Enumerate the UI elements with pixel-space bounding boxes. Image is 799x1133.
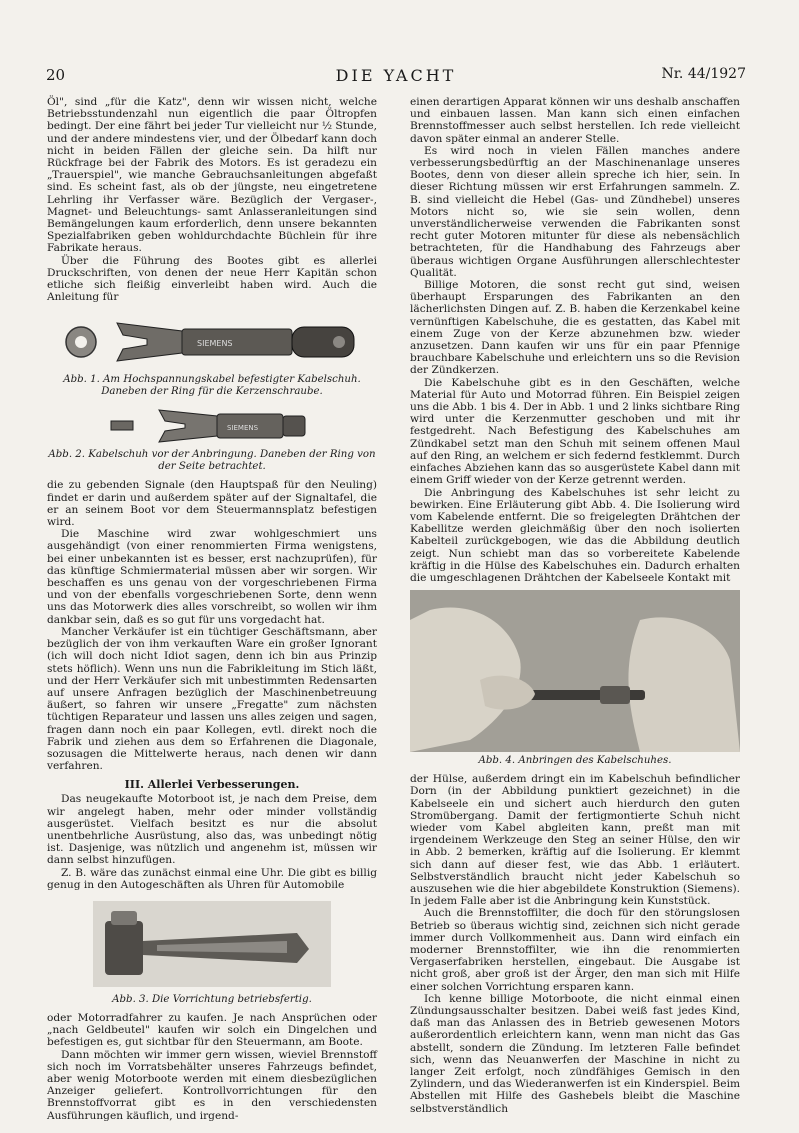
figure-1-caption: Abb. 1. Am Hochspannungskabel befestigter Kabelschuh. Daneben der Ring für die Kerzenschraube.	[63, 374, 361, 398]
paragraph: Dann möchten wir immer gern wissen, wieviel Brennstoff sich noch im Vorratsbehälter unseres Fahrzeugs befindet, aber wenig Motorboote werden mit einem diesbezüglichen Anzeiger geliefert. Kontrollvorrichtungen für den Brennstoffvorrat gibt es in den verschiedensten Ausführungen käuflich, und irgend-	[47, 1048, 377, 1122]
paragraph: Die Maschine wird zwar wohlgeschmiert uns ausgehändigt (von einer renommierten Firma wenigstens, bei einer unbekannten ist es besser, erst nachzuprüfen), für das künftige Schmiermaterial müssen aber wir sorgen. Wir beschaffen es uns genau von der vorgeschriebenen Firma und von der ebenfalls vorgeschriebenen Sorte, denn wenn uns das Motorwerk dies alles vorschreibt, so wollen wir ihm dankbar sein, daß es so gut für uns vorgedacht hat.	[47, 528, 377, 626]
paragraph: Die Kabelschuhe gibt es in den Geschäften, welche Material für Auto und Motorrad führen. Ein Beispiel zeigen uns die Abb. 1 bis 4. Der in Abb. 1 und 2 links sichtbare Ring wird unter die Kerzenmutter geschoben und mit ihr festgedreht. Nach Befestigung des Kabelschuhes am Zündkabel setzt man den Schuh mit seinem offenen Maul auf den Ring, an welchem er sich federnd festklemmt. Durch einfaches Abziehen kann das so ausgerüstete Kabel dann mit einem Griff wieder von der Kerze getrennt werden.	[410, 376, 740, 487]
paragraph: oder Motorradfahrer zu kaufen. Je nach Ansprüchen oder „nach Geldbeutel" kaufen wir solch ein Dingelchen und befestigen es, gut sichtbar für den Steuermann, am Boote.	[47, 1011, 377, 1049]
paragraph: der Hülse, außerdem dringt ein im Kabelschuh befindlicher Dorn (in der Abbildung punktiert gezeichnet) in die Kabelseele ein und sichert auch hierdurch den guten Stromübergang. Damit der fertigmontierte Schuh nicht wieder vom Kabel abgleiten kann, preßt man mit irgendeinem Werkzeuge den Steg an seiner Hülse, den wir in Abb. 2 bemerken, kräftig auf die Isolierung. Er klemmt sich dann auf dieser fest, wie das Abb. 1 erläutert. Selbstverständlich braucht nicht jeder Kabelschuh so auszusehen wie die hier abgebildete Konstruktion (Siemens). In jedem Falle aber ist die Anbringung kein Kunststück.	[410, 773, 740, 908]
paragraph: Öl", sind „für die Katz", denn wir wissen nicht, welche Betriebsstundenzahl nun eigentlich die paar Öltropfen bedingt. Der eine fährt bei jeder Tur vielleicht nur ½ Stunde, und der andere mindestens vier, und der Ölbedarf kann doch nicht in beiden Fällen der gleiche sein. Da hilft nur Rückfrage bei der Fabrik des Motors. Es ist geradezu ein „Trauerspiel", wie manche Gebrauchsanleitungen abgefaßt sind. Es scheint fast, als ob der jüngste, neu eingetretene Lehrling ihr Verfasser wäre. Bezüglich der Vergaser-, Magnet- und Beleuchtungs- samt Anlasseranleitungen sind Bemängelungen kaum erforderlich, denn unsere bekannten Spezialfabriken geben wohldurchdachte Büchlein für ihre Fabrikate heraus.	[47, 96, 377, 255]
paragraph: Das neugekaufte Motorboot ist, je nach dem Preise, dem wir angelegt haben, mehr oder minder vollständig ausgerüstet. Vielfach besitzt es nur die absolut unentbehrliche Ausrüstung, also das, was unbedingt nötig ist. Dasjenige, was nützlich und angenehm ist, müssen wir dann selbst hinzufügen.	[47, 793, 377, 867]
figure-2	[47, 404, 377, 473]
crimp-tool-photo	[47, 897, 377, 991]
figure-1	[47, 309, 377, 398]
cable-shoe-before-photo	[47, 404, 377, 446]
running-title: DIE YACHT	[335, 66, 457, 85]
paragraph: einen derartigen Apparat können wir uns deshalb anschaffen und einbauen lassen. Man kann sich einen einfachen Brennstoffmesser auch selbst herstellen. Ich rede vielleicht davon später einmal an anderer Stelle.	[410, 96, 740, 145]
page-number: 20	[46, 66, 66, 84]
siemens-mark: SIEMENS	[227, 424, 259, 433]
paragraph: die zu gebenden Signale (den Hauptspaß für den Neuling) findet er darin und außerdem später auf der Signaltafel, die er an seinem Boot vor dem Steuermannsplatz befestigen wird.	[47, 479, 377, 529]
paragraph: Billige Motoren, die sonst recht gut sind, weisen überhaupt Ersparungen des Fabrikanten an den lächerlichsten Dingen auf. Z. B. haben die Kerzenkabel keine vernünftigen Kabelschuhe, die es gestatten, das Kabel mit einem Zuge von der Kerze abzunehmen bzw. wieder anzusetzen. Dann kaufen wir uns für ein paar Pfennige brauchbare Kabelschuhe und erleichtern uns so die Revision der Zündkerzen.	[410, 279, 740, 377]
paragraph: Über die Führung des Bootes gibt es allerlei Druckschriften, von denen der neue Herr Kapitän schon etliche sich fleißig einverleibt haben wird. Auch die Anleitung für	[47, 254, 377, 304]
paragraph: Z. B. wäre das zunächst einmal eine Uhr. Die gibt es billig genug in den Autogeschäften als Uhren für Automobile	[47, 866, 377, 891]
figure-4	[410, 590, 740, 767]
hands-attaching-cable-shoe-photo	[410, 590, 740, 752]
figure-2-caption: Abb. 2. Kabelschuh vor der Anbringung. Daneben der Ring von der Seite betrachtet.	[48, 449, 376, 473]
paragraph: Es wird noch in vielen Fällen manches andere verbesserungsbedürftig an der Maschinenanlage unseres Bootes, denn von dieser allein spreche ich hier, sein. In dieser Richtung müssen wir erst Erfahrungen sammeln. Z. B. sind vielleicht die Hebel (Gas- und Zündhebel) unseres Motors nicht so, wie sie sein wollen, denn unverständlicherweise verwenden die Fabrikanten sonst recht guter Motoren mitunter für diese als nebensächlich betrachteten, für die Handhabung des Fahrzeugs aber überaus wichtigen Organe Ausführungen allerschlechtester Qualität.	[410, 144, 740, 279]
left-column	[47, 96, 377, 1122]
cable-shoe-photo	[47, 309, 377, 371]
right-column	[410, 96, 740, 1115]
paragraph: Mancher Verkäufer ist ein tüchtiger Geschäftsmann, aber bezüglich der von ihm verkauften Ware ein großer Ignorant (ich will doch nicht Idiot sagen, denn ich bin aus Prinzip stets höflich). Wenn uns nun die Fabrikleitung im Stich läßt, und der Herr Verkäufer sich mit unbestimmten Redensarten auf unsere Anfragen bezüglich der Maschinenbetreuung äußert, so fahren wir unsere „Fregatte" zum nächsten tüchtigen Reparateur und lassen uns alles zeigen und sagen, fragen dann noch ein paar Kollegen, evtl. direkt noch die Fabrik und ziehen aus dem so Erfahrenen die Diagonale, sozusagen die Mittelwerte heraus, nach denen wir dann verfahren.	[47, 625, 377, 773]
paragraph: Die Anbringung des Kabelschuhes ist sehr leicht zu bewirken. Eine Erläuterung gibt Abb. 4. Die Isolierung wird vom Kabelende entfernt. Die so freigelegten Drähtchen der Kabellitze werden gleichmäßig über den noch isolierten Kabelteil zurückgebogen, wie das die Abbildung deutlich zeigt. Nun schiebt man das so vorbereitete Kabelende kräftig in die Hülse des Kabelschuhes ein. Dadurch erhalten die umgeschlagenen Drähtchen der Kabelseele Kontakt mit	[410, 486, 740, 584]
section-heading: III. Allerlei Verbesserungen.	[124, 778, 300, 792]
figure-3	[47, 897, 377, 1006]
figure-4-caption: Abb. 4. Anbringen des Kabelschuhes.	[478, 755, 672, 767]
paragraph: Auch die Brennstoffilter, die doch für den störungslosen Betrieb so überaus wichtig sind, zeichnen sich nicht gerade immer durch Vollkommenheit aus. Dann wird einfach ein moderner Brennstoffilter, wie ihn die renommierten Vergaserfabriken herstellen, eingebaut. Die Ausgabe ist nicht groß, aber groß ist der Ärger, den man sich mit Hilfe einer solchen Vorrichtung ersparen kann.	[410, 907, 740, 993]
issue-number: Nr. 44/1927	[661, 66, 746, 82]
paragraph: Ich kenne billige Motorboote, die nicht einmal einen Zündungsausschalter besitzen. Dabei weiß fast jedes Kind, daß man das Anlassen des in Betrieb gewesenen Motors außerordentlich erleichtern kann, wenn man nicht das Gas abstellt, sondern die Zündung. Im letzteren Falle befindet sich, wenn das Neuanwerfen der Maschine in nicht zu langer Zeit erfolgt, noch zündfähiges Gemisch in den Zylindern, und das Wiederanwerfen ist ein Kinderspiel. Beim Abstellen mit Hilfe des Gashebels bleibt die Maschine selbstverständlich	[410, 992, 740, 1115]
figure-3-caption: Abb. 3. Die Vorrichtung betriebsfertig.	[112, 993, 312, 1005]
siemens-mark: SIEMENS	[197, 339, 233, 349]
page-header	[46, 66, 746, 88]
